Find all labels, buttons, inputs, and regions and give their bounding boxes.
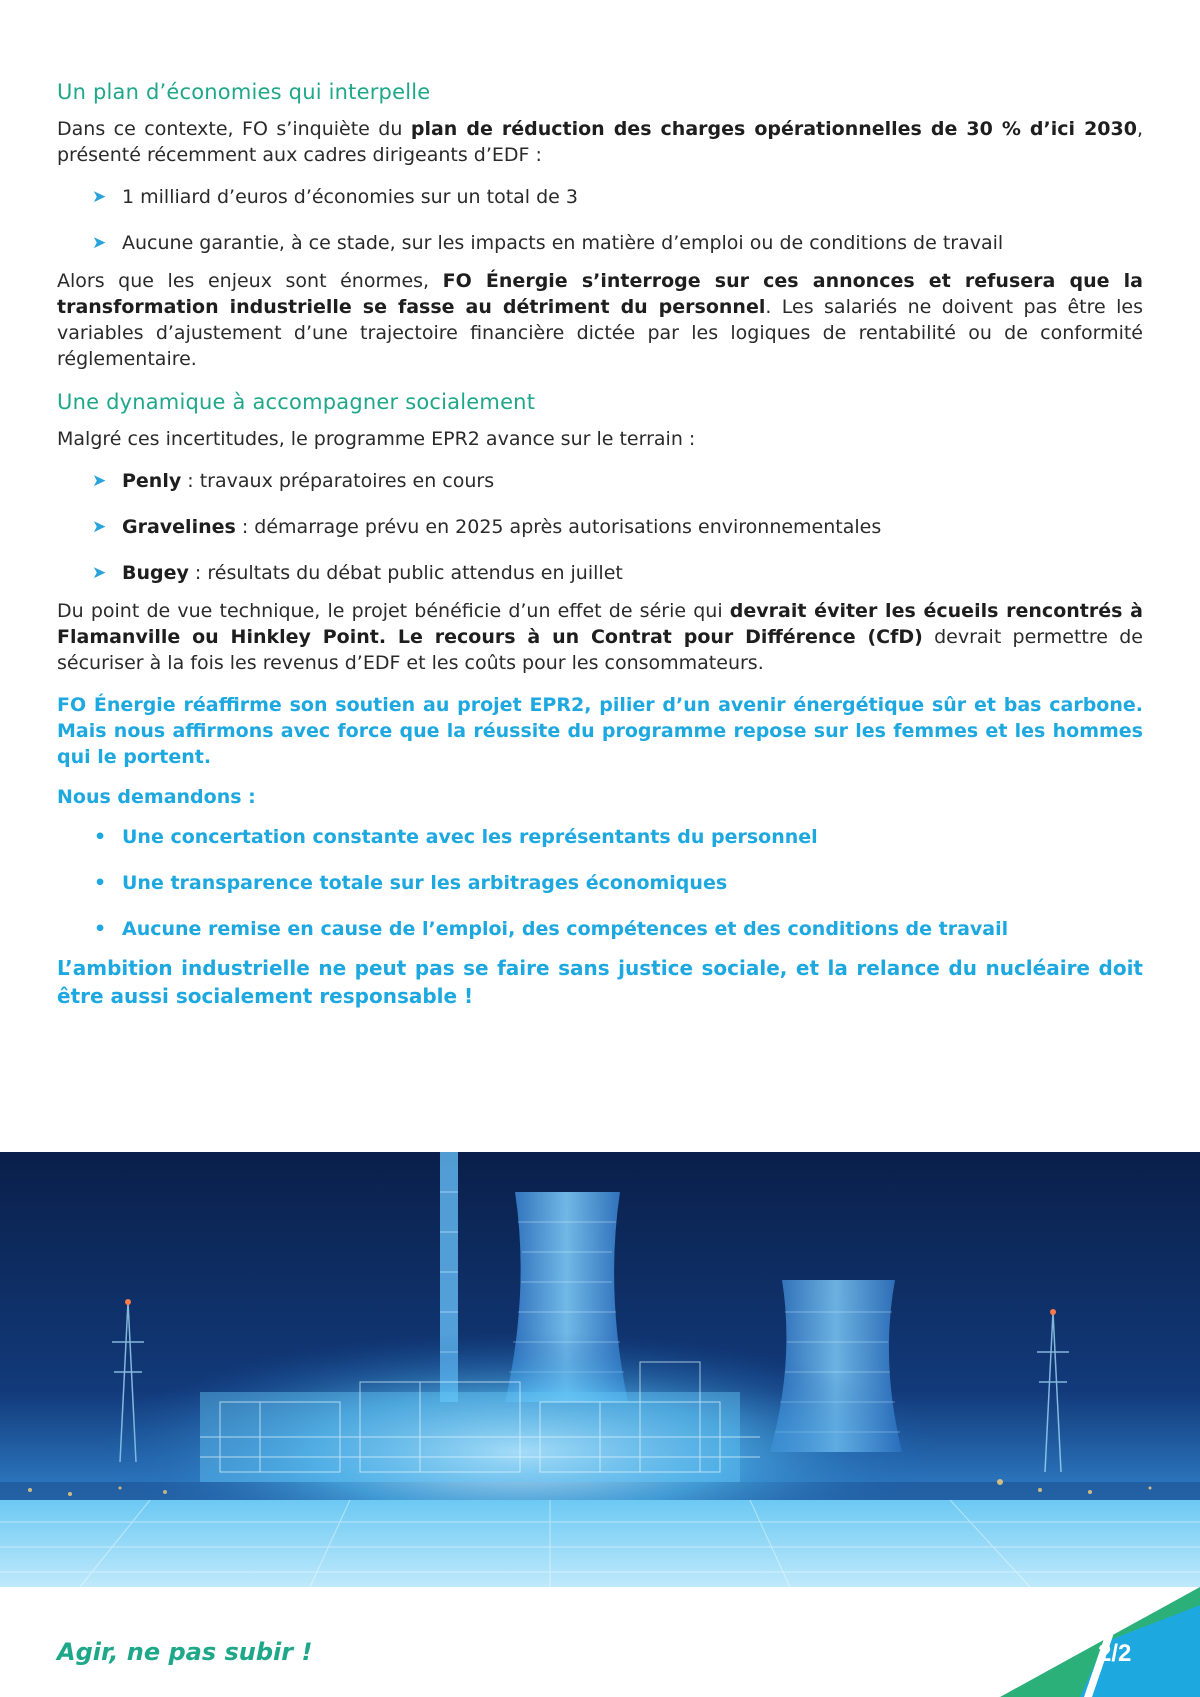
list-item: • Aucune remise en cause de l’emploi, des compétences et des conditions de travail xyxy=(94,918,1009,940)
arrow-bullet-icon: ➤ xyxy=(92,233,107,253)
arrow-bullet-icon: ➤ xyxy=(92,517,107,537)
list-item: ➤ Bugey : résultats du débat public attendus en juillet xyxy=(92,562,623,584)
bullet-dot-icon: • xyxy=(94,872,107,894)
arrow-bullet-icon: ➤ xyxy=(92,187,107,207)
list-item: ➤ Gravelines : démarrage prévu en 2025 après autorisations environnementales xyxy=(92,516,882,538)
list-item: • Une transparence totale sur les arbitrages économiques xyxy=(94,872,728,894)
paragraph-context: Dans ce contexte, FO s’inquiète du plan de réduction des charges opérationnelles de 30 % d’ici 2030, présenté récemment aux cadres dirigeants d’EDF : xyxy=(57,118,1143,166)
section-title-dynamique: Une dynamique à accompagner socialement xyxy=(57,390,536,414)
paragraph-stakes: Alors que les enjeux sont énormes, FO Énergie s’interroge sur ces annonces et refusera que la transformation industrielle se fasse au détriment du personnel. Les salariés ne doivent pas être les variables d’ajustement d’une trajectoire financière dictée par les logiques de rentabilité ou de conformité réglementaire. xyxy=(57,270,1143,370)
page-number: 2/2 xyxy=(1098,1640,1132,1667)
arrow-bullet-icon: ➤ xyxy=(92,471,107,491)
savings-list xyxy=(57,184,1143,256)
sites-list xyxy=(57,468,1143,586)
list-item: ➤ Penly : travaux préparatoires en cours xyxy=(92,470,495,492)
article-body xyxy=(57,80,1143,1010)
arrow-bullet-icon: ➤ xyxy=(92,563,107,583)
footer-slogan: Agir, ne pas subir ! xyxy=(57,1638,313,1666)
section-title-economies: Un plan d’économies qui interpelle xyxy=(57,80,431,104)
closing-statement: L’ambition industrielle ne peut pas se faire sans justice sociale, et la relance du nucléaire doit être aussi socialement responsable ! xyxy=(57,956,1143,1008)
list-item: • Une concertation constante avec les représentants du personnel xyxy=(94,826,818,848)
nuclear-plant-illustration xyxy=(0,1152,1200,1587)
bullet-dot-icon: • xyxy=(94,918,107,940)
demands-list xyxy=(57,824,1143,942)
statement-block xyxy=(57,692,1143,1010)
list-item: ➤ Aucune garantie, à ce stade, sur les impacts en matière d’emploi ou de conditions de travail xyxy=(92,232,1004,254)
bullet-dot-icon: • xyxy=(94,826,107,848)
paragraph-technical: Du point de vue technique, le projet bénéficie d’un effet de série qui devrait éviter les écueils rencontrés à Flamanville ou Hinkley Point. Le recours à un Contrat pour Différence (CfD) devrait permettre de sécuriser à la fois les revenus d’EDF et les coûts pour les consommateurs. xyxy=(57,600,1143,674)
list-item: ➤ 1 milliard d’euros d’économies sur un total de 3 xyxy=(92,186,578,208)
paragraph-epr2-intro: Malgré ces incertitudes, le programme EPR2 avance sur le terrain : xyxy=(57,428,696,450)
demands-title: Nous demandons : xyxy=(57,786,256,808)
statement-paragraph: FO Énergie réaffirme son soutien au projet EPR2, pilier d’un avenir énergétique sûr et bas carbone. Mais nous affirmons avec force que la réussite du programme repose sur les femmes et les hommes qui le portent. xyxy=(57,694,1143,768)
